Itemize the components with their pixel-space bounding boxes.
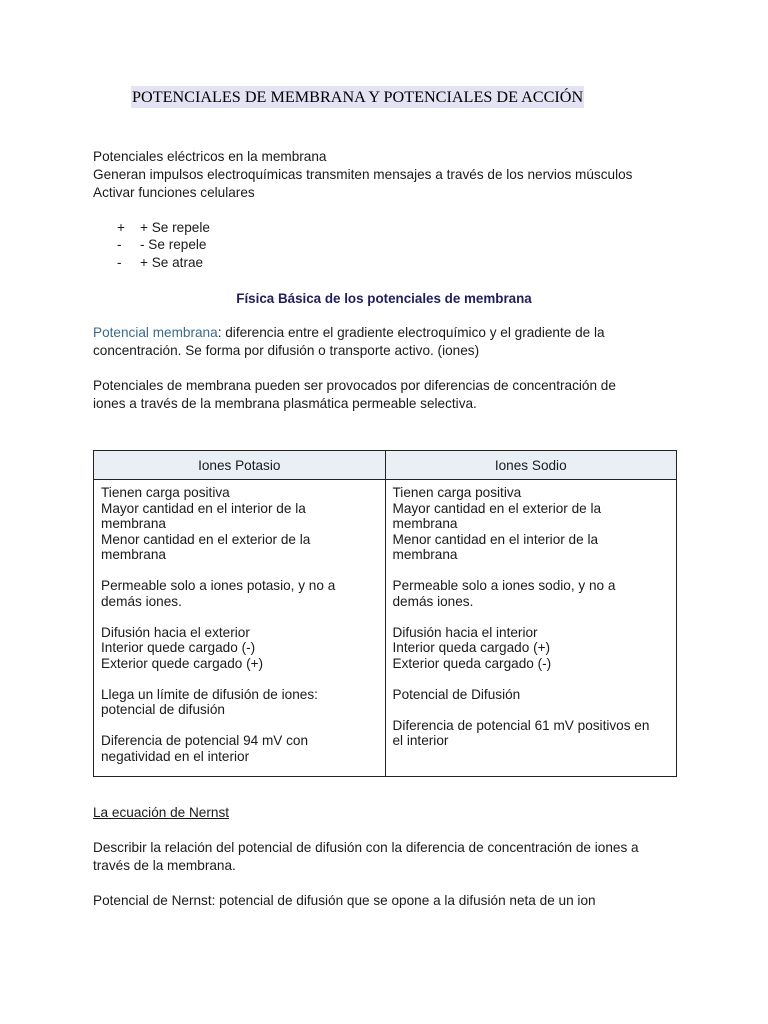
cell-line: Difusión hacia el interior (392, 624, 538, 640)
cell-line: Permeable solo a iones potasio, y no a (101, 578, 336, 593)
charge-rule: + Se atrae (140, 255, 204, 270)
cell-line: Potencial de Difusión (392, 686, 521, 702)
header-sodio: Iones Sodio (385, 451, 677, 480)
definition-text: : diferencia entre el gradiente electroquímico y el gradiente de la (217, 325, 605, 340)
cell-spacer (393, 609, 670, 625)
cell-spacer (101, 563, 378, 579)
cell-spacer (101, 671, 378, 687)
cell-spacer (393, 702, 670, 718)
cell-spacer (101, 609, 378, 625)
charge-sign: + (117, 220, 125, 235)
cell-line: Mayor cantidad en el exterior de la (392, 500, 602, 516)
table-row (94, 480, 677, 777)
cell-line: Menor cantidad en el interior de la (392, 531, 599, 547)
cell-line: membrana (101, 516, 166, 531)
paragraph-line: Potenciales de membrana pueden ser provocados por diferencias de concentración de (93, 378, 616, 393)
cell-line: Interior queda cargado (+) (392, 640, 551, 655)
cell-line: Tienen carga positiva (101, 485, 230, 500)
ions-comparison-table (93, 450, 677, 777)
cell-potasio (94, 480, 386, 777)
nernst-heading: La ecuación de Nernst (93, 805, 230, 820)
cell-line: Menor cantidad en el exterior de la (101, 531, 311, 547)
cell-line: membrana (392, 516, 458, 531)
cell-line: Diferencia de potencial 61 mV positivos en (392, 717, 650, 733)
cell-spacer (101, 718, 378, 734)
intro-line: Generan impulsos electroquímicas transmiten mensajes a través de los nervios músculos (93, 167, 633, 182)
cell-line: Mayor cantidad en el interior de la (101, 500, 306, 516)
definition-line (93, 324, 605, 342)
charge-rule: + Se repele (140, 220, 210, 235)
cell-line: demás iones. (392, 593, 474, 609)
cell-line: demás iones. (101, 593, 182, 609)
charge-sign: - (117, 237, 122, 252)
cell-spacer (393, 671, 670, 687)
nernst-desc-line: Describir la relación del potencial de difusión con la diferencia de concentración de iones a (93, 840, 639, 855)
nernst-definition: Potencial de Nernst: potencial de difusión que se opone a la difusión neta de un ion (93, 893, 596, 908)
cell-line: Exterior queda cargado (-) (392, 655, 552, 671)
definition-term: Potencial membrana (93, 325, 218, 340)
cell-line: el interior (392, 733, 449, 748)
section-title: Física Básica de los potenciales de membrana (236, 291, 532, 306)
charge-sign: - (117, 255, 122, 270)
cell-line: membrana (101, 547, 166, 562)
table-header-row (94, 451, 677, 480)
cell-line: potencial de difusión (101, 702, 225, 717)
cell-line: Diferencia de potencial 94 mV con (101, 733, 309, 748)
cell-line: Llega un límite de difusión de iones: (101, 686, 318, 702)
nernst-desc-line: través de la membrana. (93, 858, 236, 873)
paragraph-line: iones a través de la membrana plasmática permeable selectiva. (93, 396, 477, 411)
cell-sodio (385, 480, 677, 777)
cell-line: Permeable solo a iones sodio, y no a (392, 578, 616, 593)
charge-rule: - Se repele (140, 237, 207, 252)
header-potasio: Iones Potasio (94, 451, 386, 480)
cell-line: Tienen carga positiva (392, 485, 522, 500)
definition-line: concentración. Se forma por difusión o transporte activo. (iones) (93, 343, 480, 358)
cell-spacer (393, 563, 670, 579)
cell-line: Exterior quede cargado (+) (101, 655, 264, 671)
intro-line: Potenciales eléctricos en la membrana (93, 149, 327, 164)
cell-line: Interior quede cargado (-) (101, 640, 256, 655)
intro-line: Activar funciones celulares (93, 185, 255, 200)
document-title: POTENCIALES DE MEMBRANA Y POTENCIALES DE ACCIÓN (132, 88, 584, 106)
cell-line: membrana (392, 547, 458, 562)
cell-line: Difusión hacia el exterior (101, 624, 250, 640)
cell-line: negatividad en el interior (101, 748, 250, 764)
